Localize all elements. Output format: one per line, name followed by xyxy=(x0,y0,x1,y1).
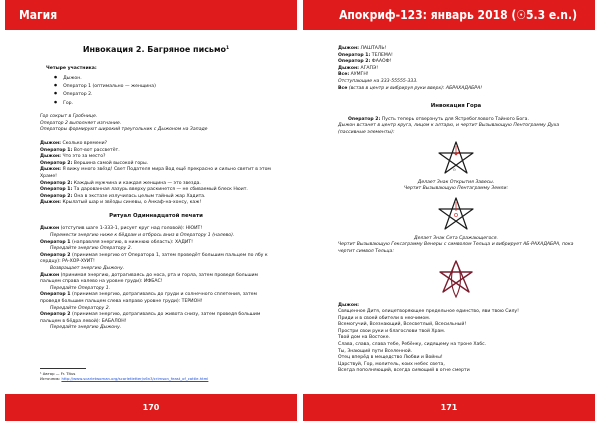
outro-line: Простри свои руки и благослови твой Храм. xyxy=(338,328,446,334)
invocation-line: Дыжон встанет в центр круга, лицом к алтарю, и чертит Вызывающую Пентограмму Духа (пассивные элементы): xyxy=(338,123,560,135)
ritual-line: Передайте энергию Оператору 2. xyxy=(50,246,133,252)
dialogue-line: Дыжон: Что это за место? xyxy=(40,154,106,160)
outro-line: Всемогучий, Всезнающий, Всесветлый, Всесильный! xyxy=(338,322,467,328)
call-line: Оператор 1: ТЕЛЕМА! xyxy=(338,52,393,58)
setup-line: Операторы формируют широкий треугольник с Дыжоном на Западе xyxy=(40,127,208,133)
call-line: Оператор 2: ФААОФ! xyxy=(338,59,392,65)
ritual-line: Оператор 1 (принимая энергию, дотрагиваясь до груди и солнечного сплетения, затем проведя большим пальцем слева направо уровне груди): ТЕРИОН! xyxy=(40,292,257,304)
source-link[interactable]: http://www.scarletwoman.org/scarletletter/v6n3/crimson_feast_of_cattle.html xyxy=(61,376,209,382)
setup-line: Гор сокрыт в Гробнице. xyxy=(40,114,98,120)
dialogue-line: Оператор 2: Вершина самой высокой горы. xyxy=(40,160,149,166)
earth-pentagram-figure xyxy=(436,196,476,232)
right-content xyxy=(338,46,574,375)
outro-line: Священное Дитя, олицетворяющее предельное единство, яви твою Силу! xyxy=(338,309,519,315)
call-line: Дыжон: АГАПЭ! xyxy=(338,65,379,71)
svg-text:ʘ: ʘ xyxy=(453,167,456,172)
footnote-author: ¹ Автор — Fr. Titus xyxy=(40,371,76,376)
dialogue-line: Дыжон: Крылатый шар и звёзды синевы, о Анкаф-на-хонсу, каж! xyxy=(40,200,202,206)
invocation-title: Инвокация Гора xyxy=(430,103,482,110)
ritual-line: Оператор 2 (принимая энергию, дотрагиваясь до живота снизу, затем проведя большим пальцем в бёдра левой): БАБАЛОН! xyxy=(40,312,261,324)
list-item: ● Гор. xyxy=(54,99,272,107)
ritual-line: Дыжон (отступив шаге 1-333-1, рисует круг над головой): НЮИТ! xyxy=(40,226,203,232)
right-page xyxy=(300,0,600,424)
left-header: Магия xyxy=(5,0,297,30)
spirit-pentagram-figure xyxy=(436,140,476,176)
ritual-line: Передайте Оператору 2. xyxy=(50,305,111,311)
outro-line: Всегда пополняющий, всегда сияющий в огне смерти xyxy=(338,368,470,374)
page-number-left: 170 xyxy=(5,394,297,421)
outro-line: Приди и в своей обители в неочимом. xyxy=(338,315,431,321)
outro-line: Твой дом на Востоке. xyxy=(338,335,390,341)
outro-line: Царствуй, Гор, молитель, коих небес света, xyxy=(338,361,445,367)
ritual-line: Передайте Оператору 1. xyxy=(50,285,111,291)
footnote-marker: 1 xyxy=(226,46,230,51)
dialogue-line: Дыжон: Сколько времени? xyxy=(40,140,108,146)
outro-line: Слава, слава, слава тебе, Ребёнку, сидящему на троне Хабс. xyxy=(338,342,487,348)
ritual-line: Возвращает энергию Дыжону. xyxy=(50,266,125,272)
caption-line: Чертит Вызывающую Гексаграмму Венеры с символом Тельца и вибрирует АБ-РАХАДАБРА, пока чертит символ Тельца: xyxy=(338,242,574,254)
ritual-line: Оператор 1 (направляя энергию, в нижнюю область): ХАДИТ! xyxy=(40,239,193,245)
ritual-line: Перемести энергию ниже к бёдрам и отбрось вниз в Оператору 1 (налево). xyxy=(50,233,235,239)
dialogue-line: Оператор 2: Она в экстазе излучилась целым тайный жар Хадита. xyxy=(40,193,206,199)
setup-line: Оператор 2 выполняет изгнание. xyxy=(40,120,122,126)
outro-speaker: Дыжон: xyxy=(338,302,359,308)
participants-list xyxy=(54,74,272,108)
footnotes xyxy=(40,368,272,381)
list-item: ● Дыжон. xyxy=(54,74,272,82)
call-line: Все (встав в центр и вибрируя руки вверх): АБРАХАДАБРА! xyxy=(338,85,483,91)
call-line: Отступающие на 333-55555-333. xyxy=(338,78,418,84)
list-item: ● Оператор 1 (оптимально — женщина) xyxy=(54,82,272,90)
outro-line: Ты, Знающий пути Вселенной. xyxy=(338,348,413,354)
caption-line: Делает Знак Открытия Завесы. xyxy=(417,179,495,185)
page-title xyxy=(40,44,272,55)
footnote-source: Источник: http://www.scarletwoman.org/scarletletter/v6n3/crimson_feast_of_cattle.html xyxy=(40,376,209,382)
page-title-text: Инвокация 2. Багряное письмо xyxy=(82,45,227,54)
caption-line: Чертит Вызывающую Пентаграмму Земли: xyxy=(403,186,509,192)
dialogue-line: Оператор 1: Та дарованная лазурь вверху раскинется — не сбиваемый блеск Нюит. xyxy=(40,187,248,193)
page-number-right: 171 xyxy=(303,394,595,421)
dialogue-line: Дыжон: Я вижу много звёзд! Свет Подателя мира Вод ещё прекрасно и сильно светит в этом Храме! xyxy=(40,167,271,179)
ritual-title: Ритуал Одиннадцатой печати xyxy=(109,212,203,219)
right-header: Апокриф-123: январь 2018 (☉5.3 e.n.) xyxy=(303,0,595,30)
left-content xyxy=(40,44,272,332)
ritual-line: Дыжон (принимая энергию, дотрагиваясь до носа, рта и горла, затем проведя большим пальцем справа налево на уровне груди): ИФБАС! xyxy=(40,272,258,285)
caption-line: Делает Знак Сета Сражающегося. xyxy=(414,235,498,241)
ritual-line: Оператор 2 (принимая энергию от Оператора 1, затем проведёт большим пальцем по лбу к сердцу): РА-ХОР-ХУИТ! xyxy=(40,252,268,265)
call-line: Дыжон: ЛАШТАЛЬ! xyxy=(338,46,387,51)
participants-label: Четыре участника: xyxy=(46,66,97,71)
dialogue-line: Оператор 2: Каждый мужчина и каждая женщина — это звезда. xyxy=(40,180,201,186)
list-item: ● Оператор 2. xyxy=(54,90,272,98)
invocation-line: Оператор 2: Пусть теперь отверзнуть для Ястребоглового Тайного Бога. xyxy=(348,116,529,122)
ritual-line: Передайте энергию Дыжону. xyxy=(50,325,122,331)
call-line: Все: АУМГН! xyxy=(338,72,369,78)
footnote-rule xyxy=(40,368,86,369)
outro-line: Отец вперёд в мещедство Любви и Войны! xyxy=(338,355,443,361)
unicursal-hexagram-figure xyxy=(436,259,476,299)
dialogue-line: Оператор 1: Вот-вот рассветёт. xyxy=(40,147,120,153)
